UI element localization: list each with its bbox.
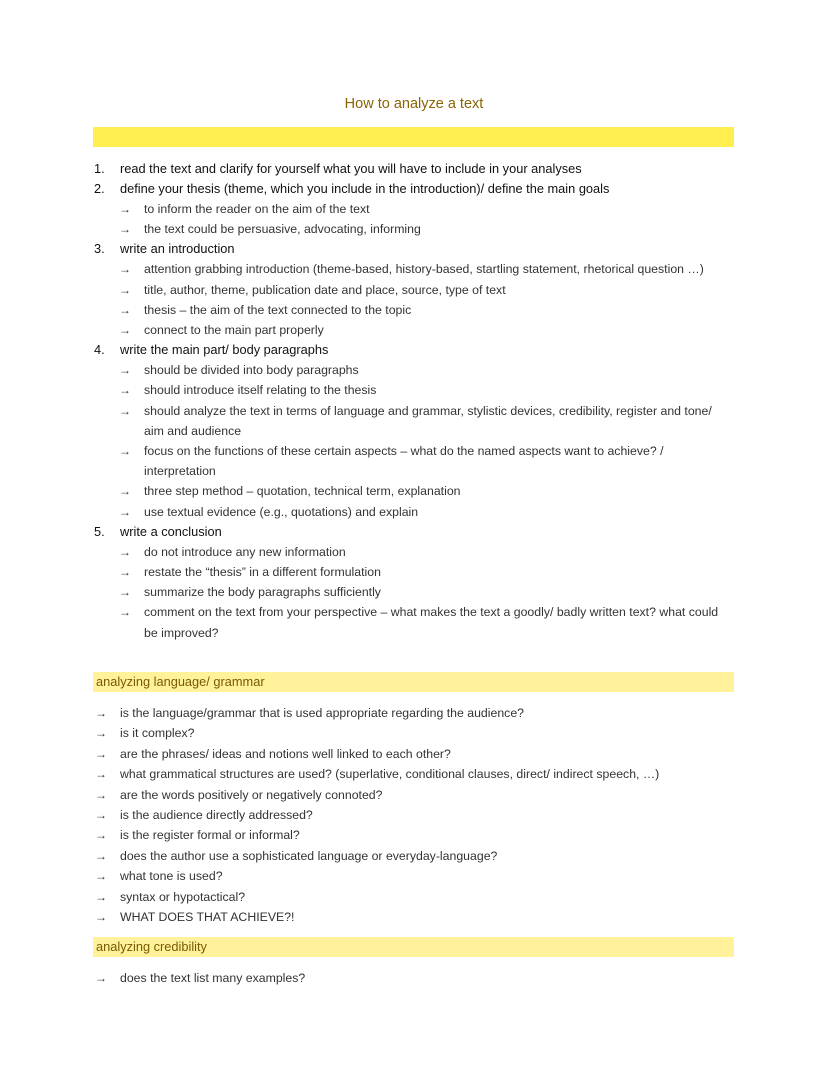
list-item bbox=[94, 866, 734, 886]
arrow-icon: → bbox=[119, 323, 131, 338]
sub-text: should analyze the text in terms of language and grammar, stylistic devices, credibility, register and tone/ aim and audience bbox=[144, 403, 712, 438]
list-item bbox=[94, 785, 734, 805]
sub-item bbox=[94, 441, 734, 481]
step-item bbox=[94, 522, 734, 542]
arrow-icon: → bbox=[119, 565, 131, 580]
list-item bbox=[94, 723, 734, 743]
arrow-icon: → bbox=[119, 262, 131, 277]
arrow-icon: → bbox=[119, 484, 131, 499]
arrow-icon: → bbox=[119, 282, 131, 297]
list-item bbox=[94, 846, 734, 866]
arrow-icon: → bbox=[119, 605, 131, 620]
arrow-icon: → bbox=[119, 222, 131, 237]
arrow-icon: → bbox=[119, 544, 131, 559]
arrow-icon: → bbox=[119, 383, 131, 398]
sub-text: the text could be persuasive, advocating, informing bbox=[144, 222, 421, 237]
sub-item bbox=[94, 380, 734, 400]
sub-item bbox=[94, 219, 734, 239]
sub-item bbox=[94, 360, 734, 380]
list-item-text: are the words positively or negatively connoted? bbox=[120, 787, 383, 802]
list-item-text: what grammatical structures are used? (superlative, conditional clauses, direct/ indirect speech, …) bbox=[120, 767, 660, 782]
list-item bbox=[94, 968, 734, 988]
step-number: 3. bbox=[94, 241, 105, 257]
list-item-text: does the author use a sophisticated language or everyday-language? bbox=[120, 848, 498, 863]
sub-text: should introduce itself relating to the thesis bbox=[144, 383, 377, 398]
step-number: 4. bbox=[94, 342, 105, 358]
arrow-icon: → bbox=[119, 585, 131, 600]
step-item bbox=[94, 179, 734, 199]
arrow-icon: → bbox=[95, 787, 107, 802]
sub-item bbox=[94, 280, 734, 300]
arrow-icon: → bbox=[95, 848, 107, 863]
arrow-icon: → bbox=[95, 726, 107, 741]
list-item-text: is the audience directly addressed? bbox=[120, 808, 313, 823]
step-number: 1. bbox=[94, 161, 105, 176]
arrow-icon: → bbox=[119, 444, 131, 459]
list-item bbox=[94, 703, 734, 723]
step-number: 2. bbox=[94, 181, 105, 196]
arrow-icon: → bbox=[95, 808, 107, 823]
step-number: 5. bbox=[94, 523, 105, 539]
list-item-text: WHAT DOES THAT ACHIEVE?! bbox=[120, 910, 295, 925]
list-item bbox=[94, 764, 734, 784]
arrow-icon: → bbox=[95, 767, 107, 782]
section-heading-credibility: analyzing credibility bbox=[93, 937, 734, 957]
arrow-icon: → bbox=[95, 706, 107, 720]
arrow-icon: → bbox=[95, 746, 107, 761]
arrow-icon: → bbox=[119, 302, 131, 317]
sub-text: focus on the functions of these certain aspects – what do the named aspects want to achieve? / interpretation bbox=[144, 444, 664, 479]
sub-text: use textual evidence (e.g., quotations) and explain bbox=[144, 504, 419, 519]
arrow-icon: → bbox=[95, 971, 107, 985]
sub-item bbox=[94, 259, 734, 279]
arrow-icon: → bbox=[95, 869, 107, 884]
sub-item bbox=[94, 199, 734, 219]
sub-item bbox=[94, 502, 734, 522]
list-item bbox=[94, 744, 734, 764]
arrow-icon: → bbox=[119, 363, 131, 378]
list-item-text: syntax or hypotactical? bbox=[120, 889, 246, 904]
arrow-icon: → bbox=[119, 403, 131, 418]
list-item bbox=[94, 805, 734, 825]
sub-item bbox=[94, 481, 734, 501]
step-item bbox=[94, 340, 734, 360]
sub-text: should be divided into body paragraphs bbox=[144, 363, 359, 378]
list-item-text: what tone is used? bbox=[120, 869, 223, 884]
arrow-icon: → bbox=[95, 889, 107, 904]
sub-item bbox=[94, 582, 734, 602]
list-item bbox=[94, 907, 734, 927]
step-text: define your thesis (theme, which you include in the introduction)/ define the main goals bbox=[120, 181, 610, 196]
list-item-text: is the register formal or informal? bbox=[120, 828, 300, 843]
steps-list bbox=[94, 159, 734, 643]
step-text: write a conclusion bbox=[120, 523, 222, 539]
sub-item bbox=[94, 542, 734, 562]
step-item bbox=[94, 159, 734, 179]
list-item bbox=[94, 825, 734, 845]
list-item-text: are the phrases/ ideas and notions well linked to each other? bbox=[120, 746, 451, 761]
step-text: read the text and clarify for yourself what you will have to include in your analyses bbox=[120, 161, 582, 176]
sub-item bbox=[94, 401, 734, 441]
sub-item bbox=[94, 602, 734, 642]
section-heading-language: analyzing language/ grammar bbox=[93, 672, 734, 692]
sub-item bbox=[94, 562, 734, 582]
language-questions-list bbox=[94, 703, 734, 927]
list-item-text: does the text list many examples? bbox=[120, 971, 306, 985]
sub-item bbox=[94, 300, 734, 320]
sub-item bbox=[94, 320, 734, 340]
list-item-text: is it complex? bbox=[120, 726, 195, 741]
sub-text: restate the “thesis” in a different formulation bbox=[144, 565, 381, 580]
sub-text: summarize the body paragraphs sufficiently bbox=[144, 585, 381, 600]
step-text: write an introduction bbox=[120, 241, 235, 257]
sub-text: do not introduce any new information bbox=[144, 544, 346, 559]
document-title: How to analyze a text bbox=[344, 96, 484, 112]
sub-text: to inform the reader on the aim of the text bbox=[144, 202, 370, 216]
sub-text: three step method – quotation, technical term, explanation bbox=[144, 484, 461, 499]
sub-text: comment on the text from your perspective – what makes the text a goodly/ badly written text? what could be improved? bbox=[144, 605, 719, 640]
list-item-text: is the language/grammar that is used appropriate regarding the audience? bbox=[120, 706, 525, 720]
arrow-icon: → bbox=[95, 828, 107, 843]
sub-text: connect to the main part properly bbox=[144, 323, 324, 338]
arrow-icon: → bbox=[95, 910, 107, 925]
credibility-questions-list bbox=[94, 968, 734, 988]
step-text: write the main part/ body paragraphs bbox=[120, 342, 329, 358]
sub-text: attention grabbing introduction (theme-based, history-based, startling statement, rhetorical question …) bbox=[144, 262, 704, 277]
highlight-band bbox=[93, 127, 734, 147]
sub-text: title, author, theme, publication date and place, source, type of text bbox=[144, 282, 506, 297]
sub-text: thesis – the aim of the text connected to the topic bbox=[144, 302, 412, 317]
arrow-icon: → bbox=[119, 504, 131, 519]
list-item bbox=[94, 887, 734, 907]
arrow-icon: → bbox=[119, 202, 131, 216]
step-item bbox=[94, 239, 734, 259]
